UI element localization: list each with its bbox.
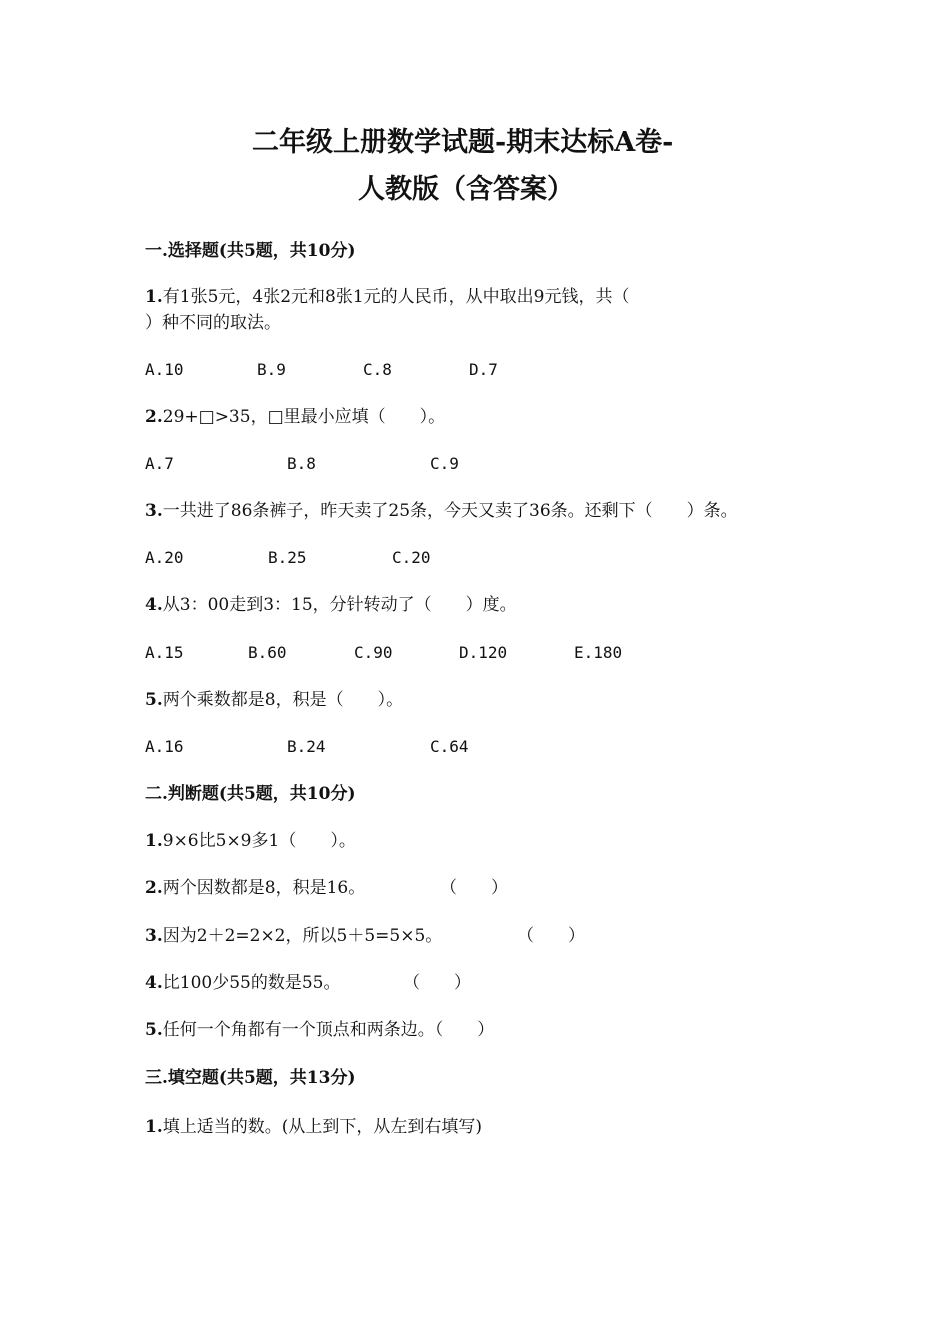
question-number: 2. (145, 407, 163, 427)
question-text: 两个因数都是8，积是16。 (162, 878, 366, 898)
question-text: 任何一个角都有一个顶点和两条边。（ ） (162, 1020, 495, 1040)
option-a: A.7 (145, 454, 174, 473)
question-text: 有1张5元，4张2元和8张1元的人民币，从中取出9元钱，共（ (162, 287, 630, 307)
answer-blank: （ ） (517, 926, 585, 946)
option-b: B.24 (287, 737, 326, 756)
question-1-2 (145, 405, 445, 429)
option-d: D.120 (459, 643, 508, 662)
question-1-5 (145, 688, 403, 712)
question-number: 4. (145, 595, 163, 615)
option-c: C.64 (430, 737, 469, 756)
question-2-1 (145, 829, 356, 853)
question-number: 2. (145, 878, 163, 898)
question-3-1 (145, 1115, 482, 1139)
question-number: 1. (145, 1117, 163, 1137)
question-2-2 (145, 876, 365, 900)
section-heading-judgement: 二.判断题(共5题，共10分) (145, 784, 356, 804)
question-number: 4. (145, 973, 163, 993)
page-title-line1: 二年级上册数学试题-期末达标A卷- (252, 127, 674, 158)
option-b: B.25 (268, 548, 307, 567)
option-a: A.10 (145, 360, 184, 379)
question-number: 3. (145, 501, 163, 521)
question-2-3 (145, 924, 442, 948)
question-text: 9×6比5×9多1（ ）。 (162, 831, 356, 851)
answer-blank: （ ） (403, 973, 471, 993)
question-text: 填上适当的数。(从上到下，从左到右填写) (162, 1117, 483, 1137)
option-b: B.8 (287, 454, 316, 473)
option-d: D.7 (469, 360, 498, 379)
option-c: C.20 (392, 548, 431, 567)
option-e: E.180 (574, 643, 623, 662)
question-1-3 (145, 499, 738, 523)
option-b: B.9 (257, 360, 286, 379)
option-c: C.9 (430, 454, 459, 473)
question-text: 因为2＋2=2×2，所以5＋5=5×5。 (162, 926, 443, 946)
question-text: 比100少55的数是55。 (162, 973, 341, 993)
page-title-line2: 人教版（含答案） (358, 174, 574, 205)
question-number: 1. (145, 287, 163, 307)
option-a: A.20 (145, 548, 184, 567)
section-heading-fill: 三.填空题(共5题，共13分) (145, 1068, 356, 1088)
question-number: 1. (145, 831, 163, 851)
section-heading-choice: 一.选择题(共5题，共10分) (145, 241, 356, 261)
option-b: B.60 (248, 643, 287, 662)
option-c: C.8 (363, 360, 392, 379)
answer-blank: （ ） (440, 878, 508, 898)
question-text: 两个乘数都是8，积是（ ）。 (162, 690, 404, 710)
question-text: 29+□>35，□里最小应填（ ）。 (162, 407, 446, 427)
question-number: 5. (145, 1020, 163, 1040)
option-a: A.16 (145, 737, 184, 756)
question-number: 3. (145, 926, 163, 946)
question-2-4 (145, 971, 340, 995)
option-c: C.90 (354, 643, 393, 662)
question-1-1-continuation: ）种不同的取法。 (145, 313, 281, 333)
question-number: 5. (145, 690, 163, 710)
question-text: 一共进了86条裤子，昨天卖了25条，今天又卖了36条。还剩下（ ）条。 (162, 501, 738, 521)
question-text: 从3：00走到3：15，分针转动了（ ）度。 (162, 595, 517, 615)
question-1-4 (145, 593, 517, 617)
question-2-5 (145, 1018, 494, 1042)
question-1-1 (145, 285, 629, 309)
option-a: A.15 (145, 643, 184, 662)
